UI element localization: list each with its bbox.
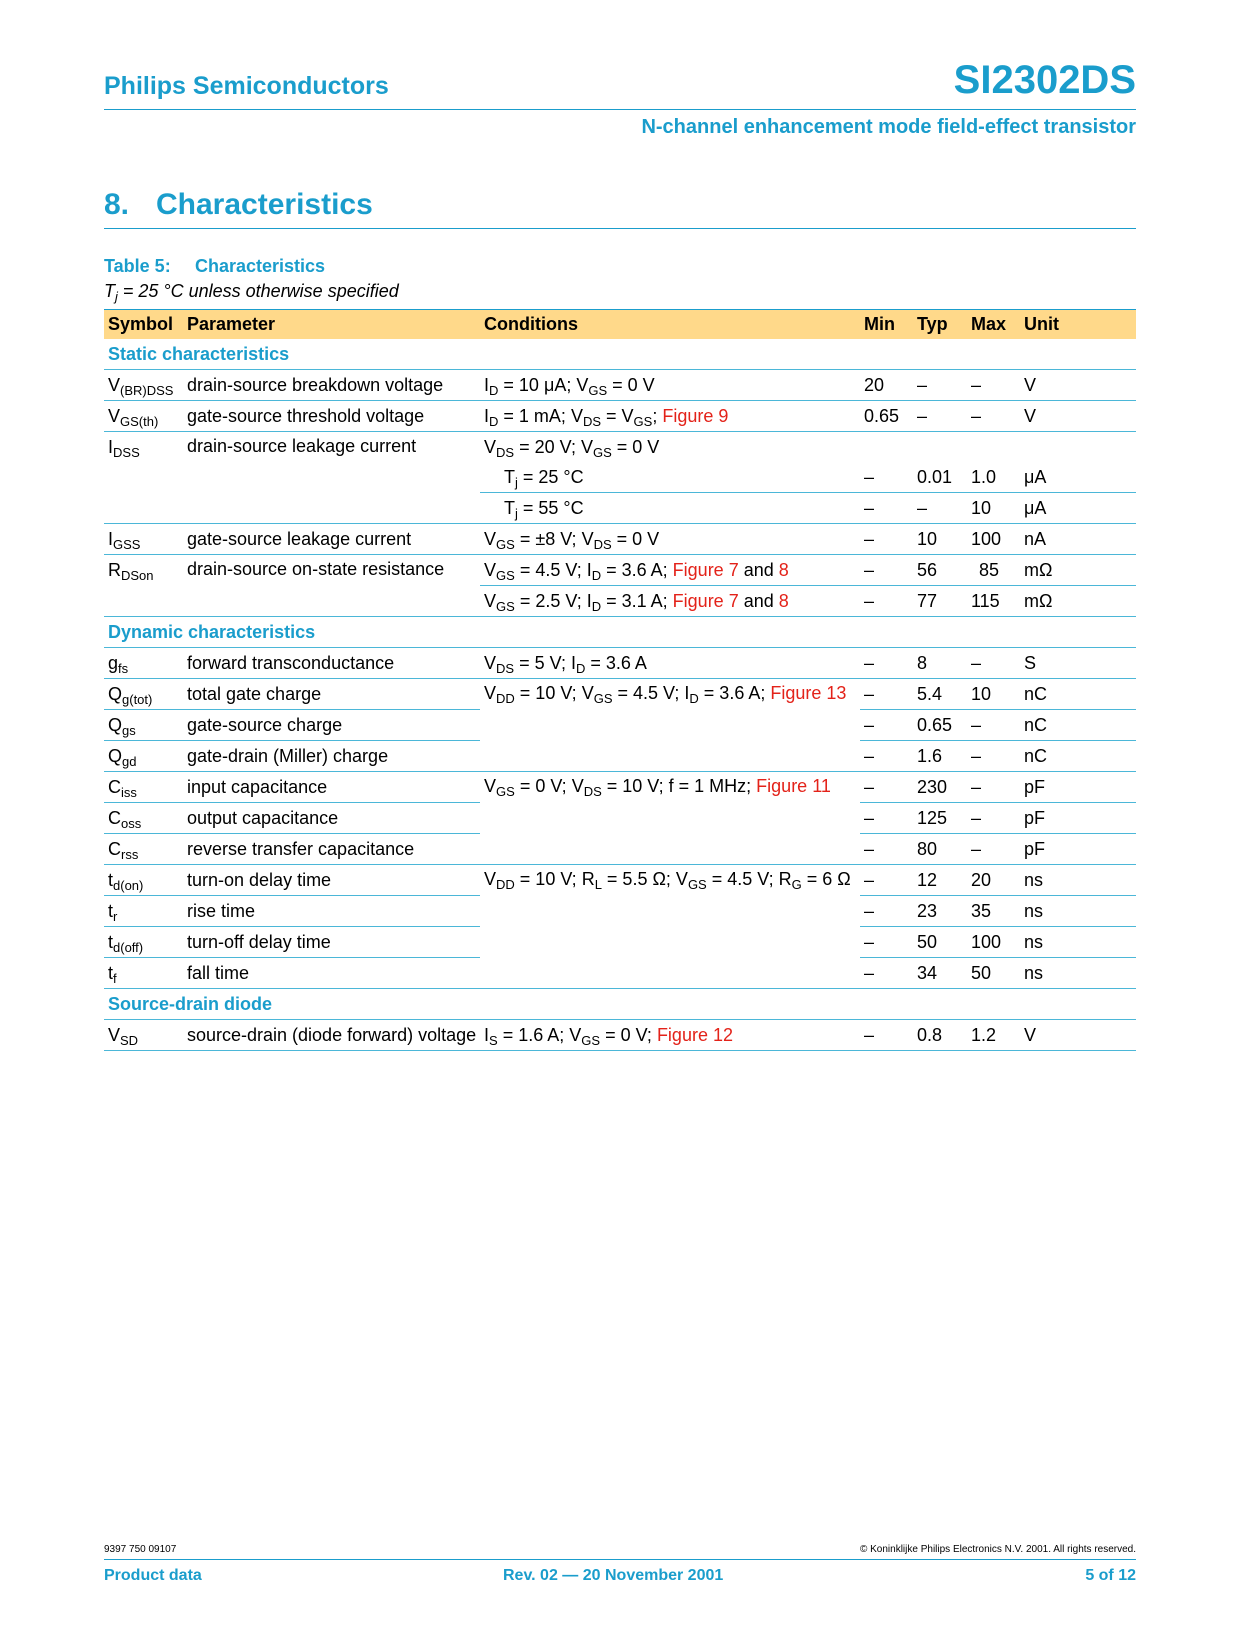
conditions-cell: $T_j = 25$ °C xyxy=(480,462,860,493)
section-label: Static characteristics xyxy=(104,339,1136,370)
parameter-cell: drain-source on-state resistance xyxy=(183,555,480,617)
typ-cell: 80 xyxy=(913,834,967,865)
typ-cell: 23 xyxy=(913,896,967,927)
section-heading xyxy=(104,188,373,222)
parameter-cell: rise time xyxy=(183,896,480,927)
unit-cell: mΩ xyxy=(1020,586,1136,617)
min-cell: – xyxy=(860,958,913,989)
table-header-row xyxy=(104,310,1136,340)
max-cell: 85 xyxy=(967,555,1020,586)
figure-link[interactable]: Figure 13 xyxy=(770,683,847,703)
min-cell: – xyxy=(860,803,913,834)
max-cell: 1.2 xyxy=(967,1020,1020,1051)
max-cell: 10 xyxy=(967,493,1020,524)
unit-cell: ns xyxy=(1020,958,1136,989)
table-row xyxy=(104,865,1136,896)
max-cell: 20 xyxy=(967,865,1020,896)
symbol-cell: $R_{DSon}$ xyxy=(104,555,183,617)
table-row xyxy=(104,772,1136,803)
parameter-cell: source-drain (diode forward) voltage xyxy=(183,1020,480,1051)
section-row-diode xyxy=(104,989,1136,1020)
figure-link[interactable]: Figure 12 xyxy=(656,1024,733,1045)
parameter-cell: gate-source charge xyxy=(183,710,480,741)
typ-cell: 8 xyxy=(913,648,967,679)
min-cell: – xyxy=(860,1020,913,1051)
symbol-cell: $t_{d(off)}$ xyxy=(104,927,183,958)
footer-rule xyxy=(104,1559,1136,1560)
col-max: Max xyxy=(967,310,1020,340)
table-row xyxy=(104,401,1136,432)
min-cell: – xyxy=(860,555,913,586)
table-row xyxy=(104,524,1136,555)
table-title: Characteristics xyxy=(195,256,326,276)
typ-cell: – xyxy=(913,493,967,524)
min-cell: – xyxy=(860,493,913,524)
typ-cell: 5.4 xyxy=(913,679,967,710)
unit-cell: V xyxy=(1020,1020,1136,1051)
max-cell: – xyxy=(967,741,1020,772)
parameter-cell: forward transconductance xyxy=(183,648,480,679)
typ-cell: 10 xyxy=(913,524,967,555)
unit-cell: pF xyxy=(1020,834,1136,865)
conditions-cell: $V_{GS} = 4.5$ V; $I_D = 3.6$ A; Figure 7 and 8 xyxy=(480,555,860,586)
page-number: 5 of 12 xyxy=(1085,1567,1136,1584)
parameter-cell: gate-drain (Miller) charge xyxy=(183,741,480,772)
section-rule xyxy=(104,228,1136,229)
section-label: Source-drain diode xyxy=(104,989,1136,1020)
symbol-cell: $C_{rss}$ xyxy=(104,834,183,865)
parameter-cell: drain-source leakage current xyxy=(183,432,480,524)
copyright-notice: © Koninklijke Philips Electronics N.V. 2001. All rights reserved. xyxy=(859,1544,1136,1555)
min-cell: – xyxy=(860,586,913,617)
unit-cell: mΩ xyxy=(1020,555,1136,586)
table-row xyxy=(104,648,1136,679)
section-label: Dynamic characteristics xyxy=(104,617,1136,648)
typ-cell: 0.01 xyxy=(913,462,967,493)
conditions-cell: $V_{DS} = 5$ V; $I_D = 3.6$ A xyxy=(480,648,860,679)
min-cell: – xyxy=(860,741,913,772)
min-cell: – xyxy=(860,865,913,896)
min-cell: 0.65 xyxy=(860,401,913,432)
symbol-cell: $t_r$ xyxy=(104,896,183,927)
typ-cell: 56 xyxy=(913,555,967,586)
conditions-cell: $I_S = 1.6$ A; $V_{GS} = 0$ V; Figure 12 xyxy=(480,1020,860,1051)
conditions-cell: $V_{DS} = 20$ V; $V_{GS} = 0$ V xyxy=(484,436,660,460)
parameter-cell: total gate charge xyxy=(183,679,480,710)
table-row xyxy=(104,555,1136,586)
conditions-cell: $I_D = 1$ mA; $V_{DS} = V_{GS}$; Figure 9 xyxy=(480,401,860,432)
conditions-cell: $T_j = 55$ °C xyxy=(480,493,860,524)
symbol-cell: $C_{iss}$ xyxy=(104,772,183,803)
max-cell: 50 xyxy=(967,958,1020,989)
table-label: Table 5: xyxy=(104,256,171,276)
revision-info: Rev. 02 — 20 November 2001 xyxy=(503,1567,724,1584)
unit-cell: nC xyxy=(1020,679,1136,710)
max-cell: 100 xyxy=(967,524,1020,555)
figure-link[interactable]: 8 xyxy=(778,590,789,611)
max-cell: – xyxy=(967,772,1020,803)
col-typ: Typ xyxy=(913,310,967,340)
section-number: 8. xyxy=(104,188,130,221)
unit-cell: pF xyxy=(1020,772,1136,803)
unit-cell: μA xyxy=(1020,493,1136,524)
parameter-cell: gate-source threshold voltage xyxy=(183,401,480,432)
typ-cell: 125 xyxy=(913,803,967,834)
col-parameter: Parameter xyxy=(183,310,480,340)
parameter-cell: output capacitance xyxy=(183,803,480,834)
figure-link[interactable]: Figure 7 xyxy=(672,590,739,611)
min-cell: – xyxy=(860,772,913,803)
parameter-cell: input capacitance xyxy=(183,772,480,803)
parameter-cell: drain-source breakdown voltage xyxy=(183,370,480,401)
figure-link[interactable]: Figure 11 xyxy=(756,776,831,796)
col-conditions: Conditions xyxy=(480,310,860,340)
table-row xyxy=(104,1020,1136,1051)
max-cell: – xyxy=(967,370,1020,401)
table-row xyxy=(104,370,1136,401)
unit-cell: ns xyxy=(1020,927,1136,958)
symbol-cell: $Q_{gs}$ xyxy=(104,710,183,741)
document-type: Product data xyxy=(104,1567,202,1584)
section-row-static xyxy=(104,339,1136,370)
parameter-cell: turn-off delay time xyxy=(183,927,480,958)
max-cell: 35 xyxy=(967,896,1020,927)
typ-cell: 12 xyxy=(913,865,967,896)
symbol-cell: $Q_{g(tot)}$ xyxy=(104,679,183,710)
min-cell: – xyxy=(860,679,913,710)
symbol-cell: $I_{DSS}$ xyxy=(104,432,183,524)
unit-cell: pF xyxy=(1020,803,1136,834)
min-cell: – xyxy=(860,710,913,741)
max-cell: 115 xyxy=(967,586,1020,617)
unit-cell: S xyxy=(1020,648,1136,679)
section-row-dynamic xyxy=(104,617,1136,648)
table-row xyxy=(104,432,1136,463)
max-cell: – xyxy=(967,648,1020,679)
symbol-cell: $V_{GS(th)}$ xyxy=(104,401,183,432)
symbol-cell: $t_{d(on)}$ xyxy=(104,865,183,896)
conditions-cell: $I_D = 10$ μA; $V_{GS} = 0$ V xyxy=(480,370,860,401)
unit-cell: μA xyxy=(1020,462,1136,493)
min-cell: – xyxy=(860,834,913,865)
typ-cell: 77 xyxy=(913,586,967,617)
max-cell: – xyxy=(967,803,1020,834)
header-rule xyxy=(104,109,1136,110)
col-unit: Unit xyxy=(1020,310,1136,340)
parameter-cell: fall time xyxy=(183,958,480,989)
parameter-cell: gate-source leakage current xyxy=(183,524,480,555)
min-cell: 20 xyxy=(860,370,913,401)
unit-cell: ns xyxy=(1020,896,1136,927)
typ-cell: 0.8 xyxy=(913,1020,967,1051)
unit-cell: nC xyxy=(1020,741,1136,772)
max-cell: – xyxy=(967,710,1020,741)
table-caption xyxy=(104,256,325,277)
figure-link[interactable]: Figure 9 xyxy=(662,405,729,426)
unit-cell: V xyxy=(1020,401,1136,432)
min-cell: – xyxy=(860,462,913,493)
unit-cell: V xyxy=(1020,370,1136,401)
figure-link[interactable]: 8 xyxy=(778,559,789,580)
parameter-cell: turn-on delay time xyxy=(183,865,480,896)
min-cell: – xyxy=(860,896,913,927)
document-subtitle: N-channel enhancement mode field-effect transistor xyxy=(641,116,1136,138)
col-symbol: Symbol xyxy=(104,310,183,340)
part-number: SI2302DS xyxy=(953,58,1136,102)
symbol-cell: $V_{SD}$ xyxy=(104,1020,183,1051)
symbol-cell: $t_f$ xyxy=(104,958,183,989)
max-cell: 100 xyxy=(967,927,1020,958)
conditions-cell: $V_{DD} = 10$ V; $R_L = 5.5$ Ω; $V_{GS} = 4.5$ V; $R_G = 6$ Ω xyxy=(480,865,860,989)
symbol-cell: $Q_{gd}$ xyxy=(104,741,183,772)
typ-cell: 0.65 xyxy=(913,710,967,741)
symbol-cell: $I_{GSS}$ xyxy=(104,524,183,555)
typ-cell: 1.6 xyxy=(913,741,967,772)
min-cell: – xyxy=(860,648,913,679)
company-name: Philips Semiconductors xyxy=(104,72,389,100)
conditions-cell: $V_{GS} = 2.5$ V; $I_D = 3.1$ A; Figure 7 and 8 xyxy=(480,586,860,617)
max-cell: 1.0 xyxy=(967,462,1020,493)
parameter-cell: reverse transfer capacitance xyxy=(183,834,480,865)
table-note: $T_j = 25$ °C unless otherwise specified xyxy=(104,281,399,304)
typ-cell: 230 xyxy=(913,772,967,803)
table-row xyxy=(104,679,1136,710)
min-cell: – xyxy=(860,524,913,555)
conditions-cell: $V_{DD} = 10$ V; $V_{GS} = 4.5$ V; $I_D = 3.6$ A; Figure 13 xyxy=(480,679,860,772)
characteristics-table xyxy=(104,309,1136,1051)
figure-link[interactable]: Figure 7 xyxy=(672,559,739,580)
conditions-cell: $V_{GS} = 0$ V; $V_{DS} = 10$ V; f = 1 MHz; Figure 11 xyxy=(480,772,860,865)
max-cell: 10 xyxy=(967,679,1020,710)
empty-cell xyxy=(860,432,1136,463)
unit-cell: ns xyxy=(1020,865,1136,896)
min-cell: – xyxy=(860,927,913,958)
max-cell: – xyxy=(967,834,1020,865)
unit-cell: nC xyxy=(1020,710,1136,741)
section-title: Characteristics xyxy=(156,188,373,221)
typ-cell: – xyxy=(913,370,967,401)
conditions-cell: $V_{GS} = \pm 8$ V; $V_{DS} = 0$ V xyxy=(480,524,860,555)
unit-cell: nA xyxy=(1020,524,1136,555)
typ-cell: 34 xyxy=(913,958,967,989)
typ-cell: 50 xyxy=(913,927,967,958)
typ-cell: – xyxy=(913,401,967,432)
symbol-cell: $g_{fs}$ xyxy=(104,648,183,679)
symbol-cell: $V_{(BR)DSS}$ xyxy=(104,370,183,401)
document-code: 9397 750 09107 xyxy=(104,1544,177,1555)
symbol-cell: $C_{oss}$ xyxy=(104,803,183,834)
max-cell: – xyxy=(967,401,1020,432)
col-min: Min xyxy=(860,310,913,340)
